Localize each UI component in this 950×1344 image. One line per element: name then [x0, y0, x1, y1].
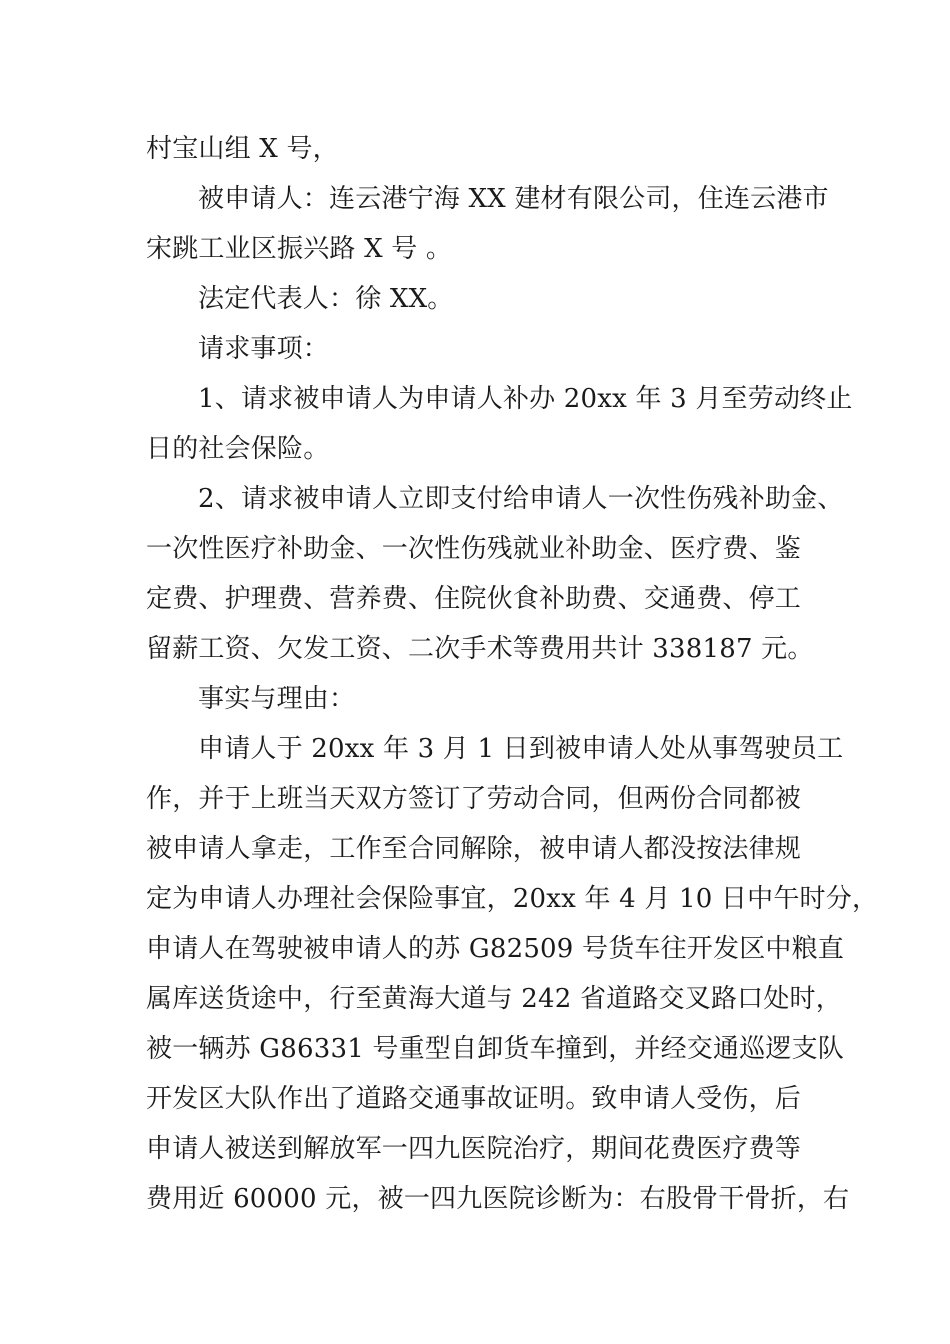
- text-line-21: 申请人被送到解放军一四九医院治疗，期间花费医疗费等: [146, 1134, 802, 1164]
- text-line-3: 宋跳工业区振兴路 X 号 。: [146, 234, 453, 264]
- text-line-19: 被一辆苏 G86331 号重型自卸货车撞到，并经交通巡逻支队: [146, 1034, 845, 1064]
- text-line-7: 日的社会保险。: [146, 434, 330, 464]
- text-line-1: 村宝山组 X 号，: [146, 134, 339, 164]
- text-line-14: 作，并于上班当天双方签订了劳动合同，但两份合同都被: [146, 784, 802, 814]
- text-line-9: 一次性医疗补助金、一次性伤残就业补助金、医疗费、鉴: [146, 534, 802, 564]
- text-line-11: 留薪工资、欠发工资、二次手术等费用共计 338187 元。: [146, 634, 814, 664]
- text-line-20: 开发区大队作出了道路交通事故证明。致申请人受伤，后: [146, 1084, 802, 1114]
- text-line-16: 定为申请人办理社会保险事宜，20xx 年 4 月 10 日中午时分，: [146, 884, 879, 914]
- text-line-17: 申请人在驾驶被申请人的苏 G82509 号货车往开发区中粮直: [146, 934, 845, 964]
- text-line-10: 定费、护理费、营养费、住院伙食补助费、交通费、停工: [146, 584, 802, 614]
- text-line-6: 1、请求被申请人为申请人补办 20xx 年 3 月至劳动终止: [198, 384, 853, 414]
- text-line-5: 请求事项：: [198, 334, 330, 364]
- text-line-2: 被申请人：连云港宁海 XX 建材有限公司，住连云港市: [198, 184, 829, 214]
- text-line-22: 费用近 60000 元，被一四九医院诊断为：右股骨干骨折，右: [146, 1184, 850, 1214]
- text-line-4: 法定代表人：徐 XX。: [198, 284, 454, 314]
- text-line-18: 属库送货途中，行至黄海大道与 242 省道路交叉路口处时，: [146, 984, 842, 1014]
- text-line-8: 2、请求被申请人立即支付给申请人一次性伤残补助金、: [198, 484, 844, 514]
- text-line-12: 事实与理由：: [198, 684, 356, 714]
- text-line-13: 申请人于 20xx 年 3 月 1 日到被申请人处从事驾驶员工: [198, 734, 844, 764]
- text-line-15: 被申请人拿走，工作至合同解除，被申请人都没按法律规: [146, 834, 802, 864]
